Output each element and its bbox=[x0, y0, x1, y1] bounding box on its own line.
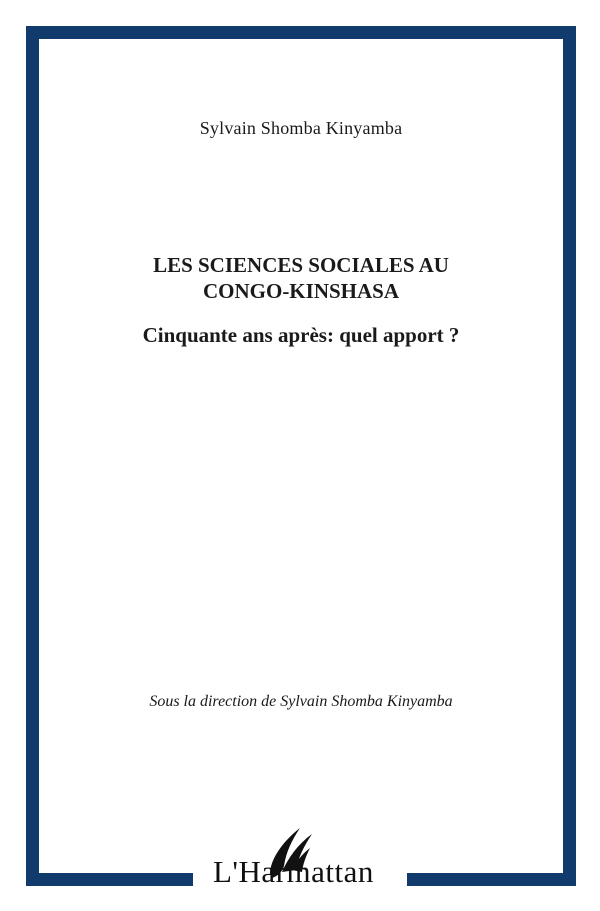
publisher-name: L'Harmattan bbox=[213, 854, 374, 889]
frame-top-border bbox=[26, 26, 576, 39]
editor-credit: Sous la direction de Sylvain Shomba Kinyamba bbox=[149, 693, 453, 710]
book-title bbox=[39, 252, 563, 304]
book-title-line-2: CONGO-KINSHASA bbox=[202, 279, 400, 303]
frame-left-border bbox=[26, 26, 39, 886]
book-subtitle: Cinquante ans après: quel apport ? bbox=[142, 323, 460, 347]
frame-bottom-left-border bbox=[26, 873, 193, 886]
frame-right-border bbox=[563, 26, 576, 886]
publisher-logo bbox=[193, 822, 407, 892]
book-title-line-1: LES SCIENCES SOCIALES AU bbox=[153, 253, 449, 277]
frame-bottom-right-border bbox=[407, 873, 576, 886]
author-name: Sylvain Shomba Kinyamba bbox=[199, 118, 403, 138]
